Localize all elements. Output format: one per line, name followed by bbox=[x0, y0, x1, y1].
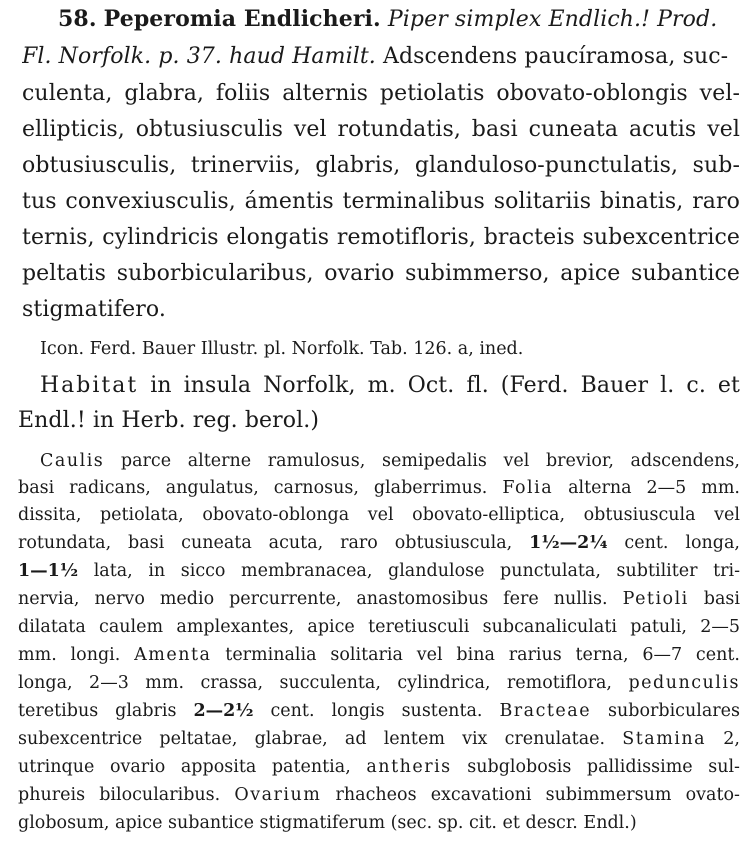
diagnosis-line-4: tus convexiusculis, ámentis terminalibus solitariis binatis, raro bbox=[22, 189, 740, 214]
species-name: Peperomia Endlicheri. bbox=[103, 6, 381, 32]
description-line-7: dilatata caulem amplexantes, apice teretiusculi subcanaliculati patuli, 2—5 bbox=[18, 617, 740, 637]
description-line-8: mm. longi. Amenta terminalia solitaria vel bina rarius terna, 6—7 cent. bbox=[18, 645, 740, 665]
description-line-9: longa, 2—3 mm. crassa, succulenta, cylindrica, remotiflora, pedunculis bbox=[18, 673, 740, 693]
icon-reference: Icon. Ferd. Bauer Illustr. pl. Norfolk. Tab. 126. a, ined. bbox=[40, 339, 524, 359]
description-line-10: teretibus glabris 2—2½ cent. longis sustenta. Bracteae suborbiculares bbox=[18, 701, 740, 721]
term-caulis: Caulis bbox=[40, 451, 105, 471]
description-line-3: dissita, petiolata, obovato-oblonga vel obovato-elliptica, obtusiuscula vel bbox=[18, 505, 740, 525]
species-heading-line bbox=[58, 6, 740, 32]
description-line-6: nervia, nervo medio percurrente, anastomosibus fere nullis. Petioli basi bbox=[18, 589, 740, 609]
description-line-12: utrinque ovario apposita patentia, antheris subglobosis pallidissime sul- bbox=[18, 757, 740, 777]
diagnosis-line-2: ellipticis, obtusiusculis vel rotundatis, basi cuneata acutis vel bbox=[22, 117, 740, 142]
term-pedunculis: pedunculis bbox=[628, 673, 740, 693]
synonym-reference: Fl. Norfolk. p. 37. haud Hamilt. bbox=[22, 44, 376, 69]
species-line-1 bbox=[22, 44, 740, 69]
term-bracteae: Bracteae bbox=[499, 701, 592, 721]
description-line-1: Caulis parce alterne ramulosus, semipedalis vel brevior, adscendens, bbox=[40, 451, 740, 471]
diagnosis-line-1: culenta, glabra, foliis alternis petiolatis obovato-oblongis vel- bbox=[22, 81, 740, 106]
diagnosis-line-3: obtusiusculis, trinerviis, glabris, glanduloso-punctulatis, sub- bbox=[22, 153, 740, 178]
diagnosis-line-5: ternis, cylindricis elongatis remotifloris, bracteis subexcentrice bbox=[22, 225, 740, 250]
term-amenta: Amenta bbox=[134, 645, 212, 665]
habitat-label: Habitat bbox=[40, 373, 139, 398]
description-line-14: globosum, apice subantice stigmatiferum (sec. sp. cit. et descr. Endl.) bbox=[18, 813, 637, 833]
term-ovarium: Ovarium bbox=[234, 785, 322, 805]
species-number: 58. bbox=[58, 6, 97, 32]
description-line-13: phureis bilocularibus. Ovarium rhacheos excavationi subimmersum ovato- bbox=[18, 785, 740, 805]
description-line-5: 1—1½ lata, in sicco membranacea, glandulose punctulata, subtiliter tri- bbox=[18, 561, 740, 581]
term-antheris: antheris bbox=[366, 757, 452, 777]
description-line-11: subexcentrice peltatae, glabrae, ad lentem vix crenulatae. Stamina 2, bbox=[18, 729, 740, 749]
term-folia: Folia bbox=[502, 478, 554, 498]
diagnosis-line-6: peltatis suborbicularibus, ovario subimmerso, apice subantice bbox=[22, 261, 740, 286]
habitat-line-1 bbox=[40, 373, 740, 398]
description-line-4: rotundata, basi cuneata acuta, raro obtusiuscula, 1½—2¼ cent. longa, bbox=[18, 533, 740, 553]
species-synonym: Piper simplex Endlich.! Prod. bbox=[387, 7, 718, 32]
term-petioli: Petioli bbox=[622, 589, 689, 609]
description-line-2: basi radicans, angulatus, carnosus, glaberrimus. Folia alterna 2—5 mm. bbox=[18, 478, 740, 498]
diagnosis-start: Adscendens paucíramosa, suc- bbox=[382, 44, 729, 69]
habitat-text: in insula Norfolk, m. Oct. fl. (Ferd. Bauer l. c. et bbox=[150, 373, 740, 398]
habitat-line-2: Endl.! in Herb. reg. berol.) bbox=[18, 408, 320, 433]
diagnosis-line-7: stigmatifero. bbox=[22, 297, 166, 322]
term-stamina: Stamina bbox=[622, 729, 707, 749]
